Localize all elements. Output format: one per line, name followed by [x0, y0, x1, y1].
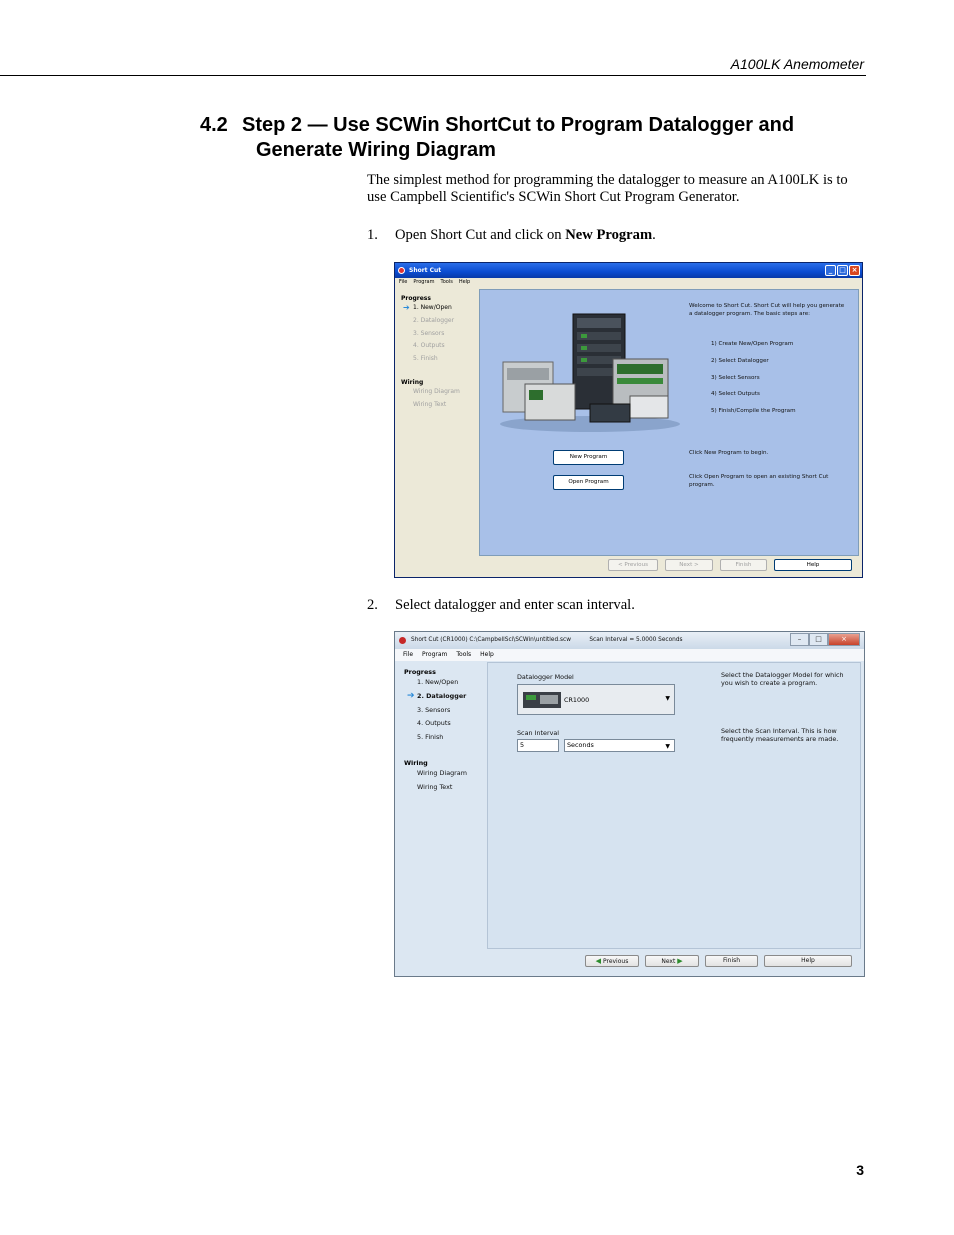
next-button[interactable]: Next ▶	[645, 955, 699, 967]
sidebar-item-wiring-diagram: Wiring Diagram	[413, 387, 460, 395]
shortcut-window-1	[394, 262, 863, 578]
wiring-label: Wiring	[404, 758, 428, 767]
main-panel	[479, 289, 859, 556]
section-title-line2: Generate Wiring Diagram	[256, 139, 496, 161]
minimize-icon[interactable]: –	[790, 633, 809, 646]
sidebar-item-sensors: 3. Sensors	[413, 329, 445, 337]
menu-bar	[395, 278, 862, 287]
page-header	[0, 54, 866, 76]
sidebar-item-new-open[interactable]: 1. New/Open	[417, 678, 459, 686]
step-2-number: 2.	[367, 597, 378, 613]
chevron-down-icon: ▼	[665, 695, 670, 702]
step-1-bold: New Program	[565, 227, 653, 243]
maximize-icon[interactable]: □	[809, 633, 828, 646]
step-2	[367, 597, 635, 614]
arrow-right-icon: ➔	[403, 303, 410, 312]
page-number: 3	[856, 1162, 864, 1178]
progress-sidebar	[398, 662, 486, 948]
document-title: A100LK Anemometer	[730, 56, 864, 72]
sidebar-item-outputs: 4. Outputs	[413, 342, 445, 350]
minimize-icon[interactable]: _	[825, 265, 836, 276]
help-button[interactable]: Help	[764, 955, 852, 967]
arrow-right-icon: ➔	[407, 690, 415, 701]
datalogger-model-select[interactable]	[517, 684, 675, 715]
step-1-end: .	[652, 227, 656, 243]
scan-unit-select[interactable]	[564, 739, 675, 752]
app-icon	[398, 267, 405, 274]
step-1	[367, 227, 656, 244]
menu-tools[interactable]: Tools	[440, 279, 453, 285]
open-program-button[interactable]: Open Program	[553, 475, 624, 490]
steps-list-item: 2) Select Datalogger	[711, 357, 769, 364]
shortcut-window-2	[394, 631, 865, 977]
progress-label: Progress	[401, 295, 431, 302]
wizard-footer	[487, 952, 861, 970]
intro-paragraph: The simplest method for programming the datalogger to measure an A100LK is to use Campbell Scientific's SCWin Short Cut Program Generator.	[367, 172, 848, 205]
scan-unit-value: Seconds	[567, 741, 594, 749]
sidebar-item-wiring-text[interactable]: Wiring Text	[417, 782, 453, 791]
scan-interval-description: Select the Scan Interval. This is how frequently measurements are made.	[721, 727, 839, 744]
hint-new-program: Click New Program to begin.	[689, 450, 769, 456]
menu-file[interactable]: File	[399, 279, 408, 285]
progress-label: Progress	[404, 668, 436, 676]
scan-interval-label: Scan Interval	[517, 729, 560, 737]
step-1-text: Open Short Cut and click on	[395, 227, 566, 243]
datalogger-model-value: CR1000	[564, 696, 590, 704]
step-1-number: 1.	[367, 227, 378, 243]
main-panel	[487, 662, 861, 949]
sidebar-item-new-open[interactable]: ➔ 1. New/Open	[397, 302, 479, 315]
new-program-button[interactable]: New Program	[553, 450, 624, 465]
menu-file[interactable]: File	[403, 651, 414, 658]
next-button[interactable]: Next >	[665, 559, 713, 571]
arrow-left-icon: ◀	[595, 957, 602, 965]
sidebar-item-datalogger: 2. Datalogger	[413, 316, 455, 324]
sidebar-item-finish[interactable]: 5. Finish	[417, 733, 444, 742]
scan-interval-input[interactable]: 5	[517, 739, 559, 752]
sidebar-item-sensors[interactable]: 3. Sensors	[417, 705, 451, 714]
maximize-icon[interactable]: □	[837, 265, 848, 276]
close-icon[interactable]: ×	[849, 265, 860, 276]
menu-bar	[395, 649, 864, 661]
menu-program[interactable]: Program	[413, 279, 435, 285]
titlebar	[395, 263, 862, 278]
menu-help[interactable]: Help	[458, 279, 471, 285]
help-button[interactable]: Help	[774, 559, 852, 571]
cr1000-thumbnail-icon	[522, 690, 562, 710]
finish-button[interactable]: Finish	[720, 559, 767, 571]
section-heading	[200, 113, 860, 163]
welcome-text: Welcome to Short Cut. Short Cut will help you generate a datalogger program. The basic steps are:	[689, 303, 845, 318]
section-number: 4.2	[200, 114, 228, 136]
menu-help[interactable]: Help	[480, 651, 494, 658]
window-title: Short Cut (CR1000) C:\CampbellSci\SCWin\untitled.scw Scan Interval = 5.0000 Seconds	[411, 637, 683, 643]
menu-program[interactable]: Program	[422, 651, 448, 658]
sidebar-item-finish: 5. Finish	[413, 355, 438, 363]
steps-list-item: 5) Finish/Compile the Program	[711, 408, 796, 415]
progress-sidebar	[397, 289, 479, 575]
chevron-down-icon: ▼	[665, 743, 670, 750]
sidebar-item-datalogger[interactable]: ➔ 2. Datalogger	[398, 690, 486, 704]
steps-list-item: 4) Select Outputs	[711, 391, 760, 398]
step-2-text: Select datalogger and enter scan interval.	[395, 597, 635, 613]
previous-button[interactable]: ◀ Previous	[585, 955, 639, 967]
datalogger-model-description: Select the Datalogger Model for which you wish to create a program.	[721, 671, 844, 688]
steps-list-item: 3) Select Sensors	[711, 374, 760, 381]
hint-open-program: Click Open Program to open an existing Short Cut program.	[689, 474, 829, 489]
steps-list	[711, 336, 796, 420]
steps-list-item: 1) Create New/Open Program	[711, 341, 794, 347]
sidebar-item-wiring-diagram[interactable]: Wiring Diagram	[417, 768, 467, 777]
wiring-label: Wiring	[401, 378, 424, 386]
app-icon	[399, 637, 406, 644]
previous-button[interactable]: < Previous	[608, 559, 658, 571]
sidebar-item-outputs[interactable]: 4. Outputs	[417, 719, 451, 728]
wizard-footer	[479, 558, 859, 574]
window-title: Short Cut	[409, 267, 442, 274]
arrow-right-icon: ▶	[677, 957, 683, 965]
datalogger-products-image	[495, 304, 680, 432]
menu-tools[interactable]: Tools	[456, 651, 472, 658]
sidebar-item-wiring-text: Wiring Text	[413, 400, 447, 408]
section-title-line1: Step 2 — Use SCWin ShortCut to Program Datalogger and	[242, 114, 795, 136]
datalogger-model-label: Datalogger Model	[517, 673, 574, 681]
close-icon[interactable]: ×	[828, 633, 860, 646]
finish-button[interactable]: Finish	[705, 955, 758, 967]
titlebar	[395, 632, 864, 649]
